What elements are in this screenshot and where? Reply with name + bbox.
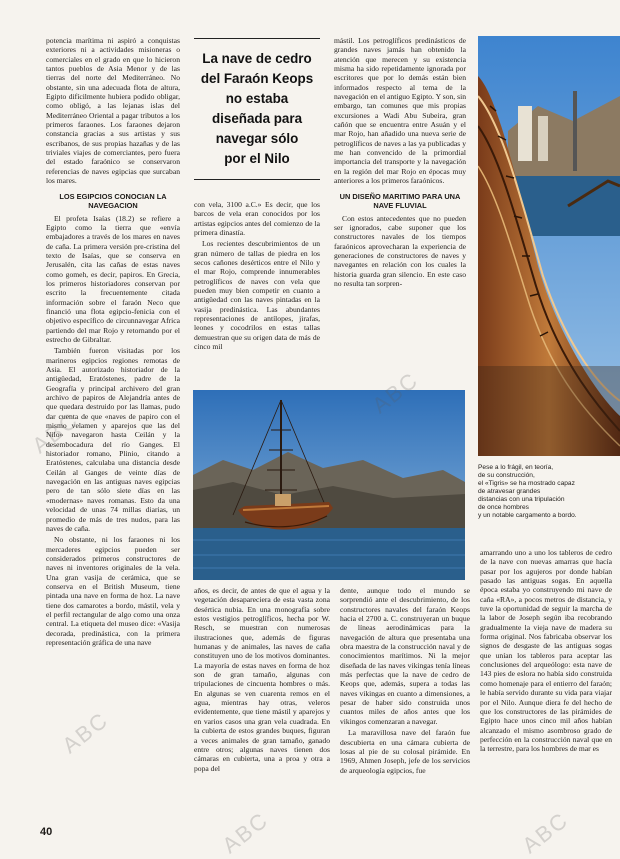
bottom-column-1 [194, 586, 330, 775]
column-3 [334, 36, 466, 290]
col1-paragraph-1: potencia marítima ni aspiró a conquistas exteriores ni a actividades misioneras o comerciales en el grado en que lo hicieron tantos pueblos de Asia Menor y de las tierras del norte del Mediterráneo. No obstante, sin una adecuada flota de altura, Egipto difícilmente hubiera podido obligar, como obligó, a las lejanas islas del Mediterráneo Oriental a pagar tributos a los primeros faraones. Los faraones dejaron constancia gracias a sus artistas y sus escribanos, de sus propias hazañas y de las triviales viajes de comerciantes, pero fuera del estado faraónico se conservaron referencias de naves egipcias que surcaban los mares. [46, 36, 180, 186]
reed-boat-illustration [478, 36, 620, 456]
column-1 [46, 36, 180, 649]
caption-line-5: distancias con una tripulación [478, 496, 565, 503]
pull-quote-line-4: diseñada para [211, 111, 303, 126]
col1-paragraph-2: El profeta Isaías (18.2) se refiere a Egipto como la tierra que «envía embajadores a través de los mares en naves de caña. La primera versión pre-cristina del texto de Isaías, que se conserva en Jerusalén, cita las cañas de estas naves como gomeh, es decir, papiros. En Grecia, los primeros historiadores conservan por escrito la frecuentemente citada información sobre el faraón Neco que financió una flota egipcio-fenicia con el objetivo específico de circunnavegar Africa partiendo del mar Rojo y retornando por el estrecho de Gibraltar. [46, 213, 180, 344]
col1-paragraph-4: No obstante, ni los faraones ni los mercaderes egipcios pueden ser considerados primeros constructores de naves ni inventores originales de la vela. Una gran vasija de cerámica, que se conserva en el British Museum, tiene pintada una nave en forma de hoz. La nave tiene dos camarotes a bordo, mástil, vela y el perfil rectangular de algo como una onza central. La etiqueta del museo dice: «Vasija decorada, predinástica, con la primera representación gráfica de una nave [46, 535, 180, 647]
col2-paragraph-2: Los recientes descubrimientos de un gran número de tallas de piedra en los secos cañones desérticos entre el Nilo y el mar Rojo, comprende innumerables petroglíficos de naves con vela que pueden muy bien competir en cuanto a antigüedad con las naves pintadas en la vasija predinástica. Las abundantes representaciones de antílopes, jirafas, leones y cocodrilos en estas tallas demuestran que su origen data de más de cinco mil [194, 239, 320, 352]
watermark-1: ABC [27, 406, 84, 459]
watermark-5: ABC [517, 806, 574, 859]
watermark-3: ABC [367, 366, 424, 419]
caption-line-2: de su construcción, [478, 472, 535, 479]
page-number: 40 [40, 826, 53, 838]
pull-quote [194, 38, 320, 180]
bottom1-paragraph-1: años, es decir, de antes de que el agua y la vegetación desapareciera de esta vasta zona desértica nubia. En una monografía sobre estos vestigios petroglíficos, hecha por W. Resch, se muestran con numerosas ilustraciones que, además de figuras humanas y de animales, las naves de caña constituyen uno de los motivos dominantes. La mayoría de estas naves en forma de hoz son de gran tamaño, algunas con tripulaciones de cincuenta hombres o más. En algunas se ven cuarenta remos en el agua, mientras hay otras, veleros evidentemente, que tiene mástil y aparejos y en varios casos una gran vela cuadrada. En la cubierta de estos grandes buques, figuran a veces animales de gran tamaño, ganado entre otros; algunas naves tienen dos cámaras en cubierta, una a proa y otra a popa del [194, 586, 330, 773]
pull-quote-line-1: La nave de cedro [202, 51, 312, 66]
watermark-2: ABC [57, 706, 114, 759]
col3-subheading: UN DISEÑO MARITIMO PARA UNA NAVE FLUVIAL [339, 191, 461, 210]
col2-paragraph-1: con vela, 3100 a.C.» Es decir, que los barcos de vela eran conocidos por los artistas egipcios antes del comienzo de la primera dinastía. [194, 200, 320, 238]
col3-paragraph-2: Con estos antecedentes que no pueden ser ignorados, cabe suponer que los constructores navales de los tiempos faraónicos aprovecharan la experiencia de generaciones de constructores de naves y navegantes en relación con los cuales la historia guarda gran silencio. En este caso no resulta tan sorpren- [334, 213, 466, 288]
reed-boat-photo [478, 36, 620, 456]
pull-quote-line-3: no estaba [225, 91, 289, 106]
bottom-column-2 [340, 586, 470, 777]
pull-quote-line-2: del Faraón Keops [200, 71, 314, 86]
bottom2-paragraph-2: La maravillosa nave del faraón fue descubierta en una cámara cubierta de losas al pie de su colosal pirámide. En 1969, Ahmen Joseph, jefe de los servicios de arqueología egipcios, fue [340, 728, 470, 775]
bottom-column-3 [480, 548, 612, 756]
col1-subheading: LOS EGIPCIOS CONOCIAN LA NAVEGACION [59, 191, 167, 210]
caption-line-4: de atravesar grandes [478, 488, 541, 495]
caption-line-1: Pese a lo frágil, en teoría, [478, 464, 554, 471]
ship-photo [193, 390, 465, 580]
photo-caption [478, 464, 618, 520]
ship-illustration [193, 390, 465, 580]
bottom2-paragraph-1: dente, aunque todo el mundo se sorprendió ante el descubrimiento, de los constructores navales del faraón Keops hacia el 2700 a. C. construyeran un buque de líneas aerodinámicas para la navegación de altura que presentaba una obra maestra de la construcción naval y de conocimientos marítimos. Ni la mejor diseñada de las naves vikingas tenía líneas más perfectas que la nave de cedro de Keops que, además, supera a todas las naves vikingas en cuanto a dimensiones, a pesar de haber sido construida unos cuantos miles de años antes que los vikingos comenzaran a navegar. [340, 586, 470, 726]
column-2 [194, 200, 320, 354]
pull-quote-line-5: navegar sólo [215, 131, 299, 146]
bottom3-paragraph-1: amarrando uno a uno los tableros de cedro de la nave con nuevas amarras que hacía pasar por los agujeros por donde habían pasado las antiguas sogas. En aquella época estaba yo construyendo mi nave de caña «RA», a pocos metros de distancia, y tuve la oportunidad de seguir la marcha de la labor de Joseph según iba recobrando gradualmente la vieja nave de madera su forma original. Nos fabricaba observar los signos de desgaste de las antiguas sogas que unían los tableros para aceptar las conclusiones del arqueólogo: esta nave de 143 pies de eslora no había sido construida como homenaje para el entierro del faraón; le había servido durante su vida para viajar por el Nilo. Aunque diera fe del hecho de que los constructores de las pirámides de Egipto hace unos cinco mil años habían alcanzado el mismo asombroso grado de perfección en la construcción naval que en la terrestre, para los hombres de mar es [480, 548, 612, 754]
pull-quote-line-6: por el Nilo [224, 151, 290, 166]
watermark-4: ABC [217, 806, 274, 859]
col3-paragraph-1: mástil. Los petroglíficos predinásticos de grandes naves jamás han obtenido la atención que merecen y su existencia misma ha sido repetidamente ignorada por escritores que por lo demás están bien informados respecto al tema de la navegación en el antiguo Egipto. Y son, sin embargo, tan comunes que mis propias excursiones a Wadi Abu Subeira, gran cañón que se encuentra entre Asuán y el mar Rojo, han añadido una nueva serie de petroglíficos de naves a las ya publicadas y me han convencido de la primordial importancia del transporte y la navegación en la región del mar Rojo en épocas muy anteriores a los primeros faraónicos. [334, 36, 466, 186]
col1-paragraph-3: También fueron visitadas por los marineros egipcios regiones remotas de Asia. El autorizado historiador de la antigüedad, Eratóstenes, padre de la Geografía y principal archivero del gran archivo de papiros de Alejandría antes de que quedara destruido por las llamas, pudo dar cuenta de que «naves de papiro con el mismo velamen y aparejos que las del Nilo» navegaron hasta Ceilán y la desembocadura del río Ganges. El historiador romano, Plinio, citando a Eratóstenes, calculaba una distancia desde Ceilán al Ganges de veinte días de navegación en las antiguas naves egipcias pero de tan sólo siete días en las «modernas» naves romanas. Esto da una velocidad de unas 74 millas diarias, un promedio de más de tres nudos, para las naves de caña. [46, 346, 180, 533]
caption-line-7: y un notable cargamento a bordo. [478, 512, 577, 519]
caption-line-6: de once hombres [478, 504, 529, 511]
caption-line-3: el «Tigris» se ha mostrado capaz [478, 480, 575, 487]
